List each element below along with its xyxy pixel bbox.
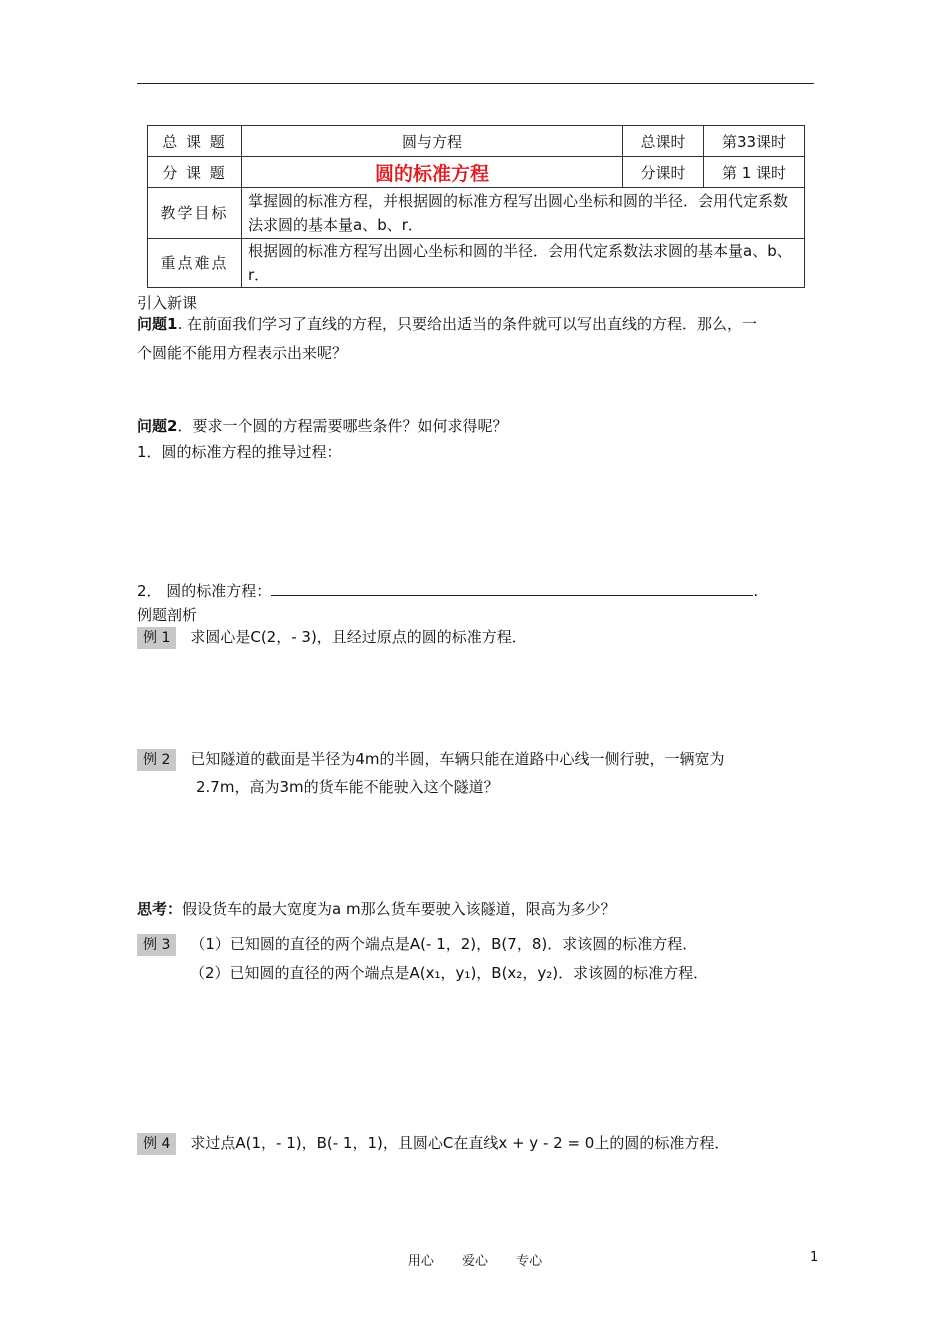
think-text: 假设货车的最大宽度为a m那么货车要驶入该隧道，限高为多少？ [182, 900, 616, 918]
example-3-line-1: （1）已知圆的直径的两个端点是A(- 1，2)，B(7，8)．求该圆的标准方程． [190, 935, 698, 953]
example-3-line-2: （2）已知圆的直径的两个端点是A(x₁，y₁)，B(x₂，y₂)．求该圆的标准方程． [190, 964, 709, 982]
example-2 [137, 748, 725, 771]
header-rule [137, 83, 814, 84]
example-3-tag: 例 3 [137, 934, 176, 956]
blank-period: . [753, 582, 759, 600]
sub-hours-value: 第 1 课时 [704, 157, 805, 188]
item-2-label: 2． 圆的标准方程： [137, 582, 272, 600]
answer-blank [271, 581, 753, 596]
think-label: 思考： [137, 900, 183, 918]
question-1-text: . 在前面我们学习了直线的方程，只要给出适当的条件就可以写出直线的方程．那么，一 [177, 315, 757, 333]
item-1-derivation: 1．圆的标准方程的推导过程： [137, 443, 342, 461]
example-4 [137, 1132, 729, 1155]
page-number: 1 [810, 1250, 819, 1265]
total-topic-label: 总 课 题 [148, 126, 242, 157]
example-1-text: 求圆心是C(2，- 3)，且经过原点的圆的标准方程． [190, 628, 527, 646]
page-footer [0, 1250, 950, 1269]
table-row [148, 157, 805, 188]
question-2 [137, 415, 507, 437]
intro-heading: 引入新课 [137, 294, 198, 312]
examples-heading: 例题剖析 [137, 606, 198, 624]
question-2-text: ．要求一个圆的方程需要哪些条件？如何求得呢？ [177, 417, 508, 435]
example-3 [137, 933, 697, 956]
item-2-standard-equation [137, 580, 758, 602]
example-4-tag: 例 4 [137, 1133, 176, 1155]
example-1 [137, 626, 527, 649]
sub-topic-title: 圆的标准方程 [242, 157, 623, 188]
question-2-label: 问题2 [137, 417, 178, 435]
total-hours-value: 第33课时 [704, 126, 805, 157]
table-row [148, 188, 805, 239]
teaching-goal-label: 教学目标 [148, 188, 242, 239]
example-2-tag: 例 2 [137, 749, 176, 771]
footer-word-2: 爱心 [461, 1254, 488, 1269]
question-1-label: 问题1 [137, 315, 178, 333]
key-points-text: 根据圆的标准方程写出圆心坐标和圆的半径．会用代定系数法求圆的基本量a、b、r． [242, 239, 805, 288]
sub-topic-label: 分 课 题 [148, 157, 242, 188]
total-hours-label: 总课时 [623, 126, 704, 157]
key-points-label: 重点难点 [148, 239, 242, 288]
question-1-line-1 [137, 313, 757, 335]
example-1-tag: 例 1 [137, 627, 176, 649]
table-row [148, 239, 805, 288]
total-topic-value: 圆与方程 [242, 126, 623, 157]
lesson-info-table [147, 125, 805, 288]
example-2-line-2: 2.7m，高为3m的货车能不能驶入这个隧道？ [196, 778, 499, 796]
sub-hours-label: 分课时 [623, 157, 704, 188]
think-question [137, 898, 616, 920]
example-2-line-1: 已知隧道的截面是半径为4m的半圆，车辆只能在道路中心线一侧行驶，一辆宽为 [190, 750, 725, 768]
example-4-text: 求过点A(1，- 1)，B(- 1，1)，且圆心C在直线x + y - 2 = 0上的圆的标准方程． [190, 1134, 730, 1152]
question-1-line-2: 个圆能不能用方程表示出来呢？ [137, 344, 348, 362]
footer-word-1: 用心 [407, 1254, 434, 1269]
teaching-goal-text: 掌握圆的标准方程，并根据圆的标准方程写出圆心坐标和圆的半径．会用代定系数法求圆的基本量a、b、r． [242, 188, 805, 239]
table-row [148, 126, 805, 157]
footer-word-3: 专心 [516, 1254, 543, 1269]
